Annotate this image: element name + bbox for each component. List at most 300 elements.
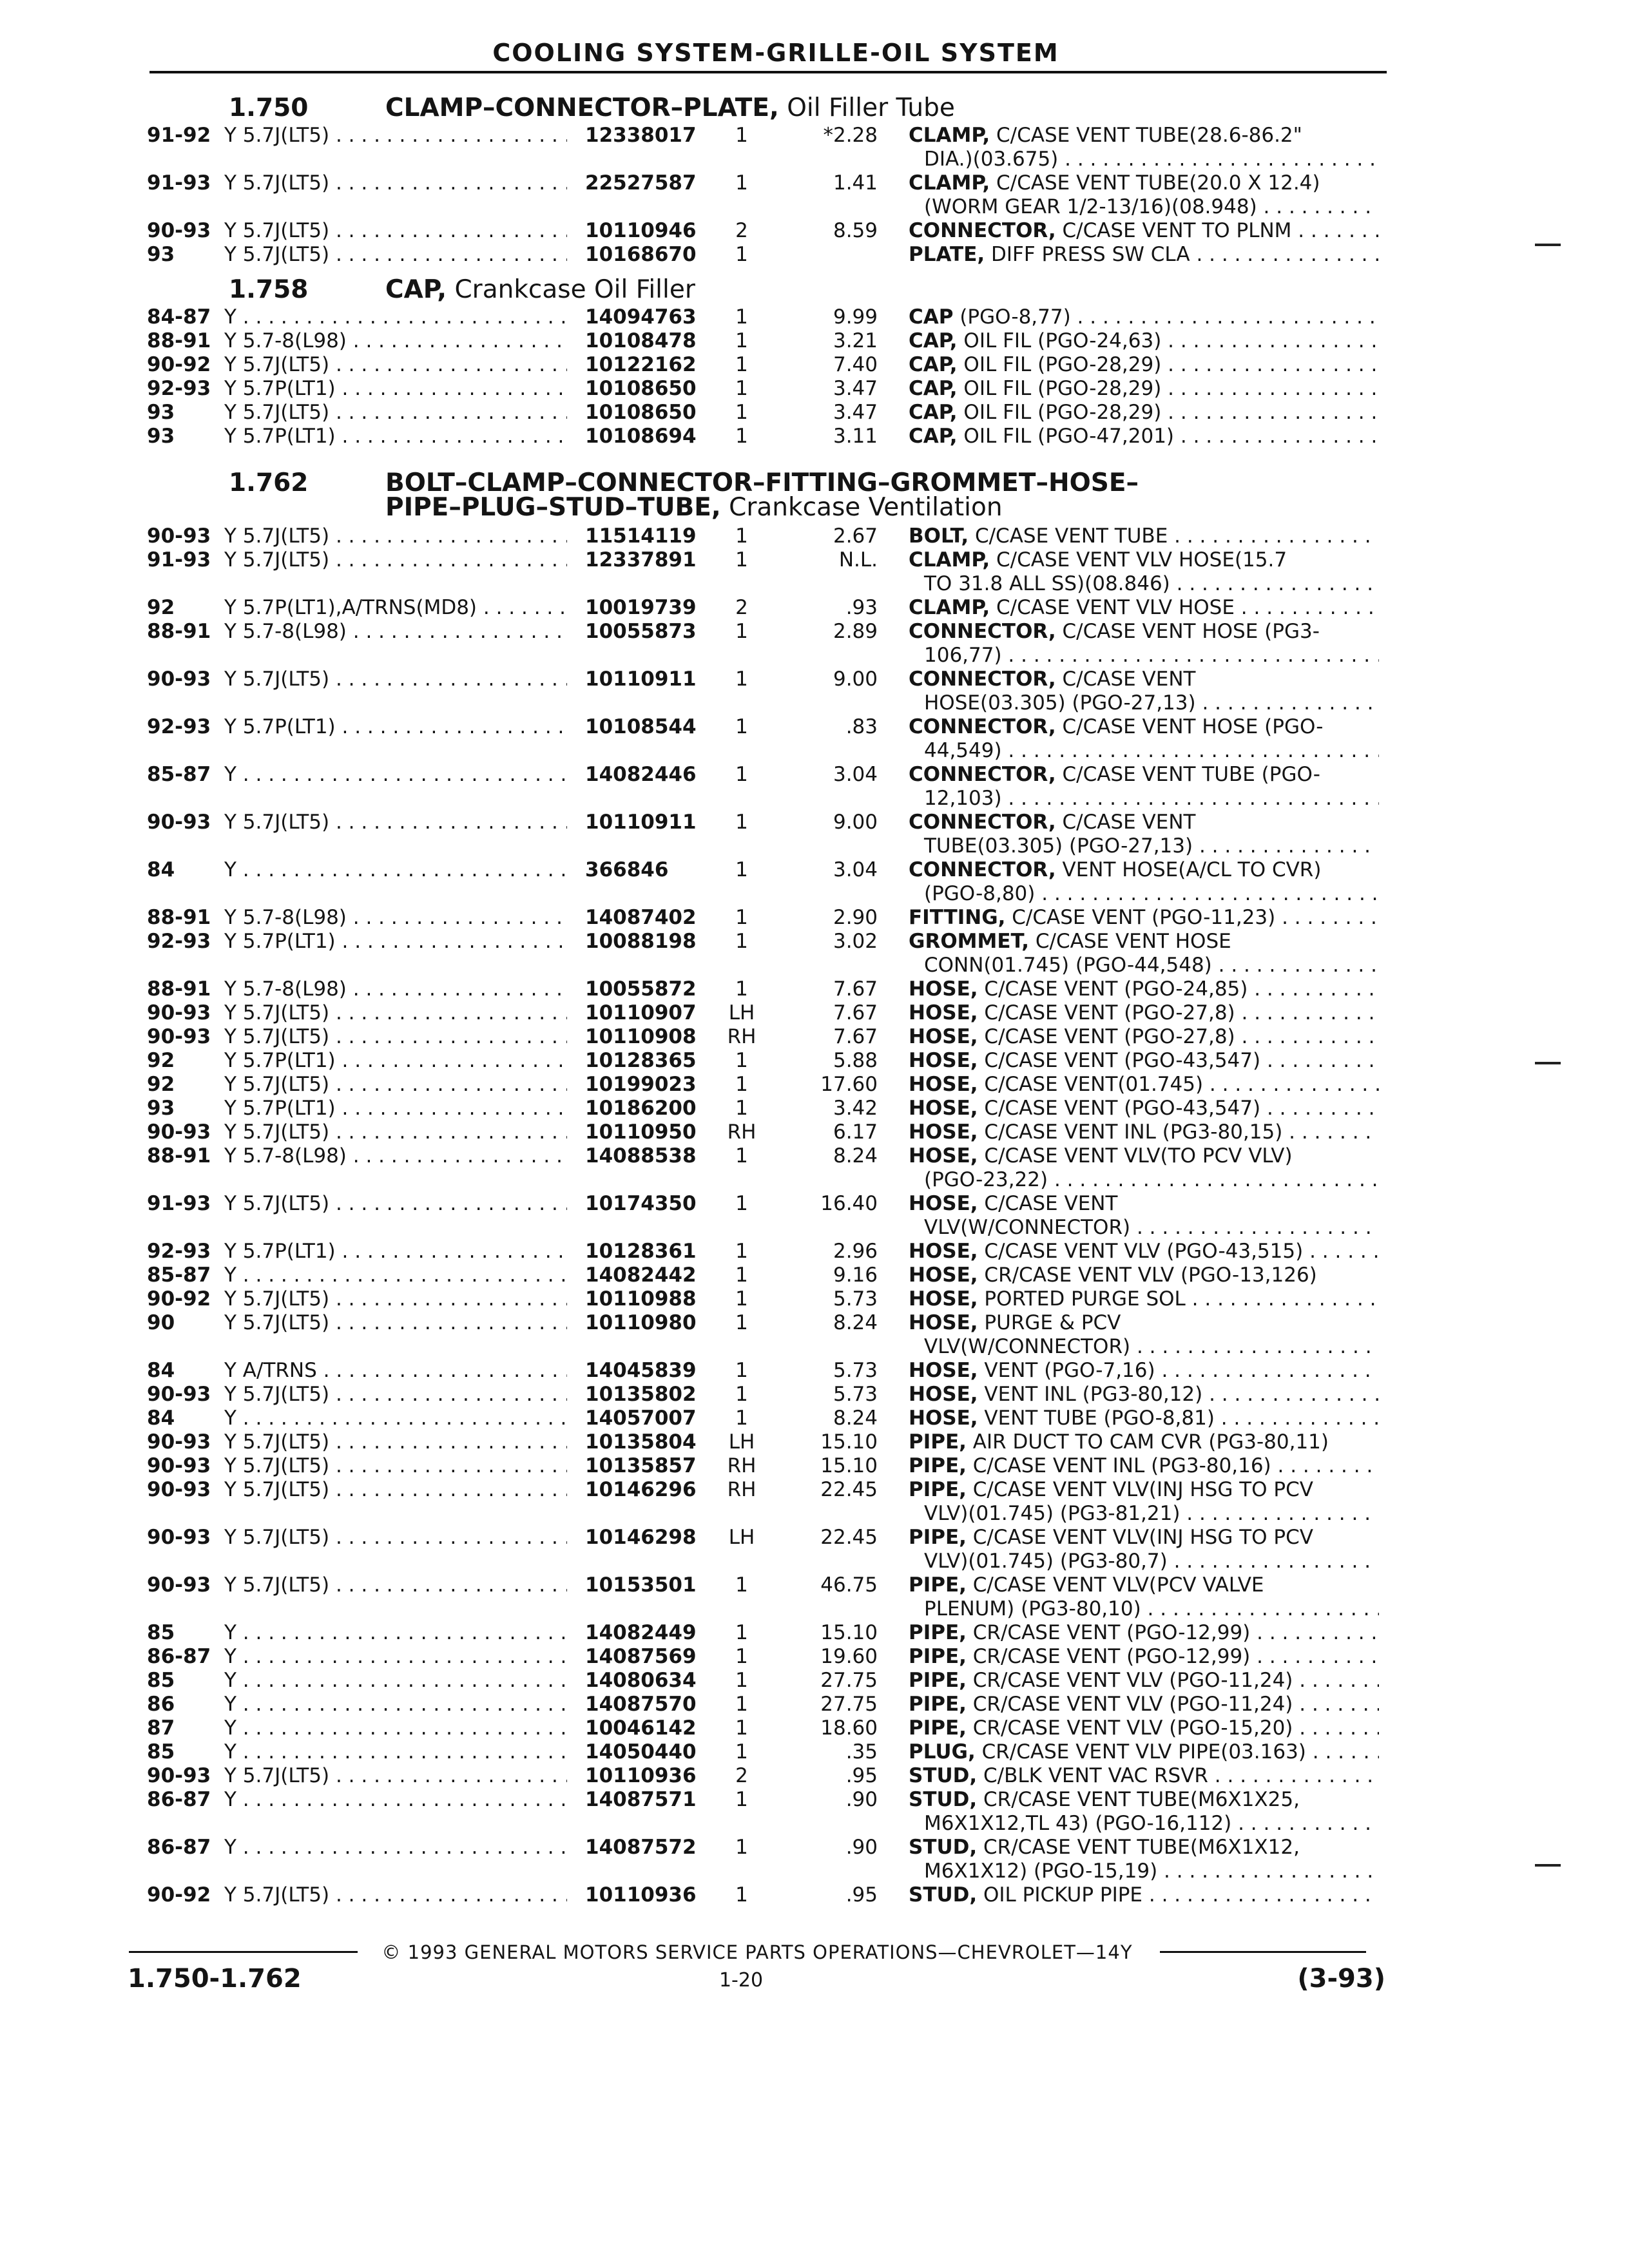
model-years: 90-93 (147, 1478, 211, 1501)
quantity: 1 (735, 1311, 748, 1334)
price: .95 (845, 1764, 878, 1787)
part-number: 10019739 (585, 596, 697, 619)
part-description (909, 1693, 1379, 1716)
price: 17.60 (820, 1073, 878, 1096)
description-line: 44,549) . . . (909, 739, 1379, 763)
part-number: 14080634 (585, 1669, 697, 1692)
model-years: 92-93 (147, 1240, 211, 1263)
model-years: 88-91 (147, 1144, 211, 1168)
price: 5.73 (833, 1359, 878, 1382)
model-years: 90-93 (147, 219, 211, 242)
quantity: 1 (735, 858, 748, 881)
part-number: 11514119 (585, 524, 697, 548)
description-line: PIPE, CR/CASE VENT (PGO-12,99) . . . (909, 1645, 1379, 1669)
description-line: PLENUM) (PG3-80,10) . . . (909, 1597, 1379, 1621)
part-number: 10046142 (585, 1716, 697, 1740)
model-years: 91-92 (147, 124, 211, 147)
part-number: 12338017 (585, 124, 697, 147)
application: Y . . . (224, 1740, 567, 1764)
description-line: PLATE, DIFF PRESS SW CLA . . . (909, 243, 1379, 267)
application: Y 5.7J(LT5) . . . (224, 171, 567, 195)
part-name: STUD, (909, 1788, 978, 1811)
part-description (909, 763, 1379, 811)
description-line: TO 31.8 ALL SS)(08.846) . . . (909, 572, 1379, 596)
part-number: 10110936 (585, 1883, 697, 1907)
section-number: 1.750 (229, 93, 309, 122)
part-name: CONNECTOR, (909, 811, 1056, 834)
part-number: 14082449 (585, 1621, 697, 1644)
quantity: 1 (735, 243, 748, 266)
part-description (909, 977, 1379, 1001)
section-title-bold: PIPE–PLUG–STUD–TUBE, (385, 493, 721, 522)
quantity: 1 (735, 377, 748, 400)
quantity: 1 (735, 1240, 748, 1263)
part-name: CONNECTOR, (909, 620, 1056, 643)
description-line: HOSE, C/CASE VENT(01.745) . . . (909, 1073, 1379, 1097)
application: Y 5.7-8(L98) . . . (224, 329, 567, 353)
application: Y . . . (224, 305, 567, 329)
model-years: 90-93 (147, 668, 211, 691)
part-number: 10108694 (585, 425, 697, 448)
part-name: CAP, (909, 425, 958, 448)
application: Y . . . (224, 1407, 567, 1430)
quantity: 1 (735, 1693, 748, 1716)
description-line: HOSE, C/CASE VENT (909, 1192, 1118, 1215)
model-years: 84 (147, 1407, 175, 1430)
application: Y 5.7P(LT1) . . . (224, 1049, 567, 1073)
application: Y 5.7P(LT1) . . . (224, 1097, 567, 1120)
model-years: 90-93 (147, 1001, 211, 1024)
description-line: FITTING, C/CASE VENT (PGO-11,23) . . . (909, 906, 1379, 930)
part-name: CAP, (909, 353, 958, 376)
description-line: CAP, OIL FIL (PGO-28,29) . . . (909, 353, 1379, 377)
application: Y 5.7-8(L98) . . . (224, 977, 567, 1001)
price: .90 (845, 1788, 878, 1811)
price: 16.40 (820, 1192, 878, 1215)
quantity: 1 (735, 524, 748, 548)
quantity: 1 (735, 425, 748, 448)
part-name: PIPE, (909, 1716, 967, 1740)
description-line: PLUG, CR/CASE VENT VLV PIPE(03.163) . . . (909, 1740, 1379, 1764)
price: 3.04 (833, 763, 878, 786)
part-description (909, 1120, 1379, 1144)
part-name: GROMMET, (909, 930, 1030, 953)
part-description (909, 1669, 1379, 1693)
quantity: 1 (735, 1645, 748, 1668)
part-description (909, 1359, 1379, 1383)
price: 5.88 (833, 1049, 878, 1072)
price: .35 (845, 1740, 878, 1763)
description-line: 106,77) . . . (909, 644, 1379, 668)
description-line: VLV)(01.745) (PG3-80,7) . . . (909, 1550, 1379, 1573)
quantity: 1 (735, 906, 748, 929)
part-number: 10146296 (585, 1478, 697, 1501)
header-rule (149, 71, 1387, 73)
description-line: HOSE, C/CASE VENT (PGO-24,85) . . . (909, 977, 1379, 1001)
description-line: (WORM GEAR 1/2-13/16)(08.948) . . . (909, 195, 1379, 219)
model-years: 90-93 (147, 1120, 211, 1144)
part-name: CONNECTOR, (909, 668, 1056, 691)
part-number: 14050440 (585, 1740, 697, 1763)
description-line: TUBE(03.305) (PGO-27,13) . . . (909, 834, 1379, 858)
application: Y 5.7P(LT1) . . . (224, 930, 567, 954)
description-line: BOLT, C/CASE VENT TUBE . . . (909, 524, 1379, 548)
model-years: 88-91 (147, 906, 211, 929)
part-description (909, 1240, 1379, 1264)
part-description (909, 1311, 1379, 1359)
price: 46.75 (820, 1573, 878, 1597)
part-description (909, 1716, 1379, 1740)
price: 22.45 (820, 1478, 878, 1501)
part-name: STUD, (909, 1836, 978, 1859)
price: 3.02 (833, 930, 878, 953)
part-number: 10110911 (585, 811, 697, 834)
part-name: PIPE, (909, 1526, 967, 1549)
model-years: 86-87 (147, 1788, 211, 1811)
application: Y 5.7J(LT5) . . . (224, 1430, 567, 1454)
part-number: 14087570 (585, 1693, 697, 1716)
price: 7.40 (833, 353, 878, 376)
description-line: VLV)(01.745) (PG3-81,21) . . . (909, 1502, 1379, 1526)
price: 2.67 (833, 524, 878, 548)
part-description (909, 1526, 1379, 1573)
part-description (909, 1883, 1379, 1907)
price: *2.28 (823, 124, 878, 147)
application: Y 5.7J(LT5) . . . (224, 811, 567, 834)
part-description (909, 1264, 1379, 1287)
model-years: 90-93 (147, 1430, 211, 1454)
part-number: 10108478 (585, 329, 697, 352)
part-number: 10135804 (585, 1430, 697, 1454)
part-number: 10108544 (585, 715, 697, 738)
application: Y 5.7J(LT5) . . . (224, 1311, 567, 1335)
page-title: COOLING SYSTEM-GRILLE-OIL SYSTEM (492, 39, 1059, 67)
price: .93 (845, 596, 878, 619)
part-description (909, 1478, 1379, 1526)
model-years: 86-87 (147, 1645, 211, 1668)
part-number: 10110950 (585, 1120, 697, 1144)
application: Y 5.7J(LT5) . . . (224, 1025, 567, 1049)
part-name: HOSE, (909, 1001, 978, 1024)
application: Y . . . (224, 763, 567, 787)
description-line: HOSE, C/CASE VENT VLV (PGO-43,515) . . . (909, 1240, 1379, 1264)
part-description (909, 353, 1379, 377)
description-line: (PGO-8,80) . . . (909, 882, 1379, 906)
part-name: CAP, (909, 401, 958, 424)
part-number: 10108650 (585, 401, 697, 424)
price: 8.24 (833, 1144, 878, 1168)
part-name: HOSE, (909, 1144, 978, 1168)
part-description (909, 1001, 1379, 1025)
description-line: CAP, OIL FIL (PGO-28,29) . . . (909, 401, 1379, 425)
price: 7.67 (833, 1001, 878, 1024)
part-description (909, 1144, 1379, 1192)
quantity: LH (728, 1430, 755, 1454)
description-line: DIA.)(03.675) . . . (909, 148, 1379, 171)
part-name: HOSE, (909, 1049, 978, 1072)
part-number: 14082442 (585, 1264, 697, 1287)
description-line: PIPE, CR/CASE VENT VLV (PGO-11,24) . . . (909, 1669, 1379, 1693)
application: Y . . . (224, 1836, 567, 1860)
description-line: CAP, OIL FIL (PGO-28,29) . . . (909, 377, 1379, 401)
price: 27.75 (820, 1669, 878, 1692)
footer-date: (3-93) (1297, 1964, 1385, 1994)
description-line: STUD, C/BLK VENT VAC RSVR . . . (909, 1764, 1379, 1788)
description-line: HOSE, VENT INL (PG3-80,12) . . . (909, 1383, 1379, 1407)
price: 5.73 (833, 1383, 878, 1406)
application: Y 5.7J(LT5) . . . (224, 1383, 567, 1407)
description-line: CAP, OIL FIL (PGO-24,63) . . . (909, 329, 1379, 353)
application: Y . . . (224, 1716, 567, 1740)
part-name: PIPE, (909, 1478, 967, 1501)
quantity: 1 (735, 811, 748, 834)
part-description (909, 811, 1379, 858)
part-description (909, 930, 1379, 977)
price: 22.45 (820, 1526, 878, 1549)
footer-rule-left (129, 1951, 358, 1953)
quantity: 1 (735, 1669, 748, 1692)
margin-tick (1535, 244, 1561, 246)
application: Y 5.7J(LT5) . . . (224, 1120, 567, 1144)
quantity: RH (727, 1478, 757, 1501)
footer-rule-right (1160, 1951, 1366, 1953)
quantity: 1 (735, 1407, 748, 1430)
part-number: 10128361 (585, 1240, 697, 1263)
part-description (909, 596, 1379, 620)
model-years: 90-93 (147, 1454, 211, 1477)
part-number: 10055872 (585, 977, 697, 1001)
part-name: CLAMP, (909, 171, 990, 195)
description-line: (PGO-23,22) . . . (909, 1168, 1379, 1192)
part-number: 10146298 (585, 1526, 697, 1549)
description-line: HOSE, C/CASE VENT INL (PG3-80,15) . . . (909, 1120, 1379, 1144)
application: Y 5.7J(LT5) . . . (224, 1573, 567, 1597)
section-title (385, 470, 1139, 496)
description-line: HOSE, C/CASE VENT (PGO-27,8) . . . (909, 1025, 1379, 1049)
quantity: 1 (735, 1788, 748, 1811)
application: Y 5.7J(LT5) . . . (224, 401, 567, 425)
model-years: 90 (147, 1311, 175, 1334)
part-name: PIPE, (909, 1645, 967, 1668)
section-title-bold: CAP, (385, 275, 447, 304)
model-years: 87 (147, 1716, 175, 1740)
quantity: 1 (735, 548, 748, 572)
price: 19.60 (820, 1645, 878, 1668)
part-description (909, 1407, 1379, 1430)
part-number: 12337891 (585, 548, 697, 572)
part-name: PLUG, (909, 1740, 976, 1763)
model-years: 90-93 (147, 811, 211, 834)
part-number: 22527587 (585, 171, 697, 195)
part-description (909, 329, 1379, 353)
part-description (909, 858, 1379, 906)
model-years: 90-92 (147, 1287, 211, 1311)
part-name: PIPE, (909, 1621, 967, 1644)
section-title (385, 495, 1003, 521)
model-years: 86-87 (147, 1836, 211, 1859)
application: Y 5.7J(LT5) . . . (224, 1478, 567, 1502)
price: 9.00 (833, 668, 878, 691)
margin-tick (1535, 1062, 1561, 1064)
part-number: 10186200 (585, 1097, 697, 1120)
part-number: 10153501 (585, 1573, 697, 1597)
part-name: FITTING, (909, 906, 1006, 929)
part-description (909, 1645, 1379, 1669)
part-number: 10055873 (585, 620, 697, 643)
part-name: CONNECTOR, (909, 763, 1056, 786)
model-years: 90-93 (147, 524, 211, 548)
part-description (909, 1836, 1379, 1883)
part-description (909, 425, 1379, 448)
price: 8.24 (833, 1407, 878, 1430)
application: Y 5.7J(LT5) . . . (224, 1883, 567, 1907)
part-name: HOSE, (909, 1240, 978, 1263)
part-name: PIPE, (909, 1573, 967, 1597)
price: 3.47 (833, 377, 878, 400)
part-name: CONNECTOR, (909, 715, 1056, 738)
model-years: 88-91 (147, 977, 211, 1001)
section-title-bold: BOLT–CLAMP–CONNECTOR–FITTING–GROMMET–HOSE– (385, 468, 1139, 497)
description-line: PIPE, AIR DUCT TO CAM CVR (PG3-80,11) (909, 1430, 1329, 1454)
price: 3.04 (833, 858, 878, 881)
quantity: 1 (735, 668, 748, 691)
part-number: 10199023 (585, 1073, 697, 1096)
application: Y 5.7P(LT1) . . . (224, 377, 567, 401)
description-line: VLV(W/CONNECTOR) . . . (909, 1216, 1379, 1240)
part-name: PIPE, (909, 1430, 967, 1454)
section-title-bold: CLAMP–CONNECTOR–PLATE, (385, 93, 779, 122)
description-line: CONN(01.745) (PGO-44,548) . . . (909, 954, 1379, 977)
description-line: STUD, CR/CASE VENT TUBE(M6X1X25, (909, 1788, 1300, 1811)
quantity: LH (728, 1526, 755, 1549)
quantity: 1 (735, 1097, 748, 1120)
part-description (909, 171, 1379, 219)
part-description (909, 124, 1379, 171)
quantity: 1 (735, 1383, 748, 1406)
part-name: CONNECTOR, (909, 858, 1056, 881)
price: 27.75 (820, 1693, 878, 1716)
application: Y 5.7J(LT5) . . . (224, 1454, 567, 1478)
part-name: HOSE, (909, 1287, 978, 1311)
description-line: CAP, OIL FIL (PGO-47,201) . . . (909, 425, 1379, 448)
quantity: 1 (735, 1883, 748, 1907)
part-description (909, 305, 1379, 329)
description-line: HOSE, C/CASE VENT (PGO-27,8) . . . (909, 1001, 1379, 1025)
application: Y A/TRNS . . . (224, 1359, 567, 1383)
part-number: 10110908 (585, 1025, 697, 1048)
description-line: HOSE, PORTED PURGE SOL . . . (909, 1287, 1379, 1311)
part-description (909, 906, 1379, 930)
description-line: CONNECTOR, C/CASE VENT TO PLNM . . . (909, 219, 1379, 243)
description-line: CONNECTOR, C/CASE VENT (909, 668, 1196, 691)
model-years: 93 (147, 401, 175, 424)
part-number: 14087571 (585, 1788, 697, 1811)
part-description (909, 1454, 1379, 1478)
model-years: 93 (147, 425, 175, 448)
part-description (909, 1621, 1379, 1645)
description-line: M6X1X12) (PGO-15,19) . . . (909, 1860, 1379, 1883)
part-name: HOSE, (909, 1264, 978, 1287)
part-number: 10110988 (585, 1287, 697, 1311)
model-years: 90-93 (147, 1025, 211, 1048)
part-number: 366846 (585, 858, 669, 881)
price: 15.10 (820, 1454, 878, 1477)
price: .90 (845, 1836, 878, 1859)
part-description (909, 1049, 1379, 1073)
price: 8.24 (833, 1311, 878, 1334)
price: 3.42 (833, 1097, 878, 1120)
quantity: LH (728, 1001, 755, 1024)
part-description (909, 1025, 1379, 1049)
part-name: PLATE, (909, 243, 985, 266)
quantity: 1 (735, 715, 748, 738)
model-years: 90-93 (147, 1383, 211, 1406)
model-years: 85-87 (147, 763, 211, 786)
model-years: 88-91 (147, 620, 211, 643)
part-number: 10168670 (585, 243, 697, 266)
model-years: 90-93 (147, 1573, 211, 1597)
description-line: HOSE, VENT (PGO-7,16) . . . (909, 1359, 1379, 1383)
quantity: 1 (735, 124, 748, 147)
part-number: 10174350 (585, 1192, 697, 1215)
part-name: HOSE, (909, 1407, 978, 1430)
price: N.L. (838, 548, 878, 572)
model-years: 84 (147, 1359, 175, 1382)
quantity: 1 (735, 329, 748, 352)
application: Y 5.7J(LT5) . . . (224, 668, 567, 691)
application: Y . . . (224, 1669, 567, 1693)
description-line: 12,103) . . . (909, 787, 1379, 811)
description-line: CONNECTOR, C/CASE VENT TUBE (PGO- (909, 763, 1320, 786)
quantity: 1 (735, 1716, 748, 1740)
description-line: PIPE, CR/CASE VENT VLV (PGO-11,24) . . . (909, 1693, 1379, 1716)
section-title-rest: Oil Filler Tube (778, 93, 955, 122)
part-description (909, 548, 1379, 596)
description-line: CLAMP, C/CASE VENT VLV HOSE(15.7 (909, 548, 1287, 572)
description-line: CONNECTOR, VENT HOSE(A/CL TO CVR) (909, 858, 1322, 881)
quantity: 1 (735, 977, 748, 1001)
application: Y 5.7P(LT1) . . . (224, 715, 567, 739)
model-years: 92 (147, 1073, 175, 1096)
section-number: 1.758 (229, 275, 309, 304)
part-number: 10135802 (585, 1383, 697, 1406)
part-number: 10110980 (585, 1311, 697, 1334)
part-name: CLAMP, (909, 124, 990, 147)
description-line: PIPE, C/CASE VENT VLV(PCV VALVE (909, 1573, 1264, 1597)
application: Y 5.7J(LT5) . . . (224, 548, 567, 572)
description-line: CLAMP, C/CASE VENT TUBE(20.0 X 12.4) (909, 171, 1320, 195)
quantity: 1 (735, 1192, 748, 1215)
application: Y . . . (224, 858, 567, 882)
price: 3.11 (833, 425, 878, 448)
quantity: 1 (735, 1264, 748, 1287)
quantity: 1 (735, 1621, 748, 1644)
description-line: STUD, OIL PICKUP PIPE . . . (909, 1883, 1379, 1907)
price: 3.21 (833, 329, 878, 352)
quantity: 1 (735, 1740, 748, 1763)
application: Y 5.7-8(L98) . . . (224, 620, 567, 644)
section-title (385, 277, 695, 303)
model-years: 90-93 (147, 1526, 211, 1549)
part-description (909, 668, 1379, 715)
part-number: 14087572 (585, 1836, 697, 1859)
part-description (909, 401, 1379, 425)
part-name: CLAMP, (909, 596, 990, 619)
model-years: 92-93 (147, 930, 211, 953)
model-years: 91-93 (147, 548, 211, 572)
part-number: 14087402 (585, 906, 697, 929)
part-name: CLAMP, (909, 548, 990, 572)
